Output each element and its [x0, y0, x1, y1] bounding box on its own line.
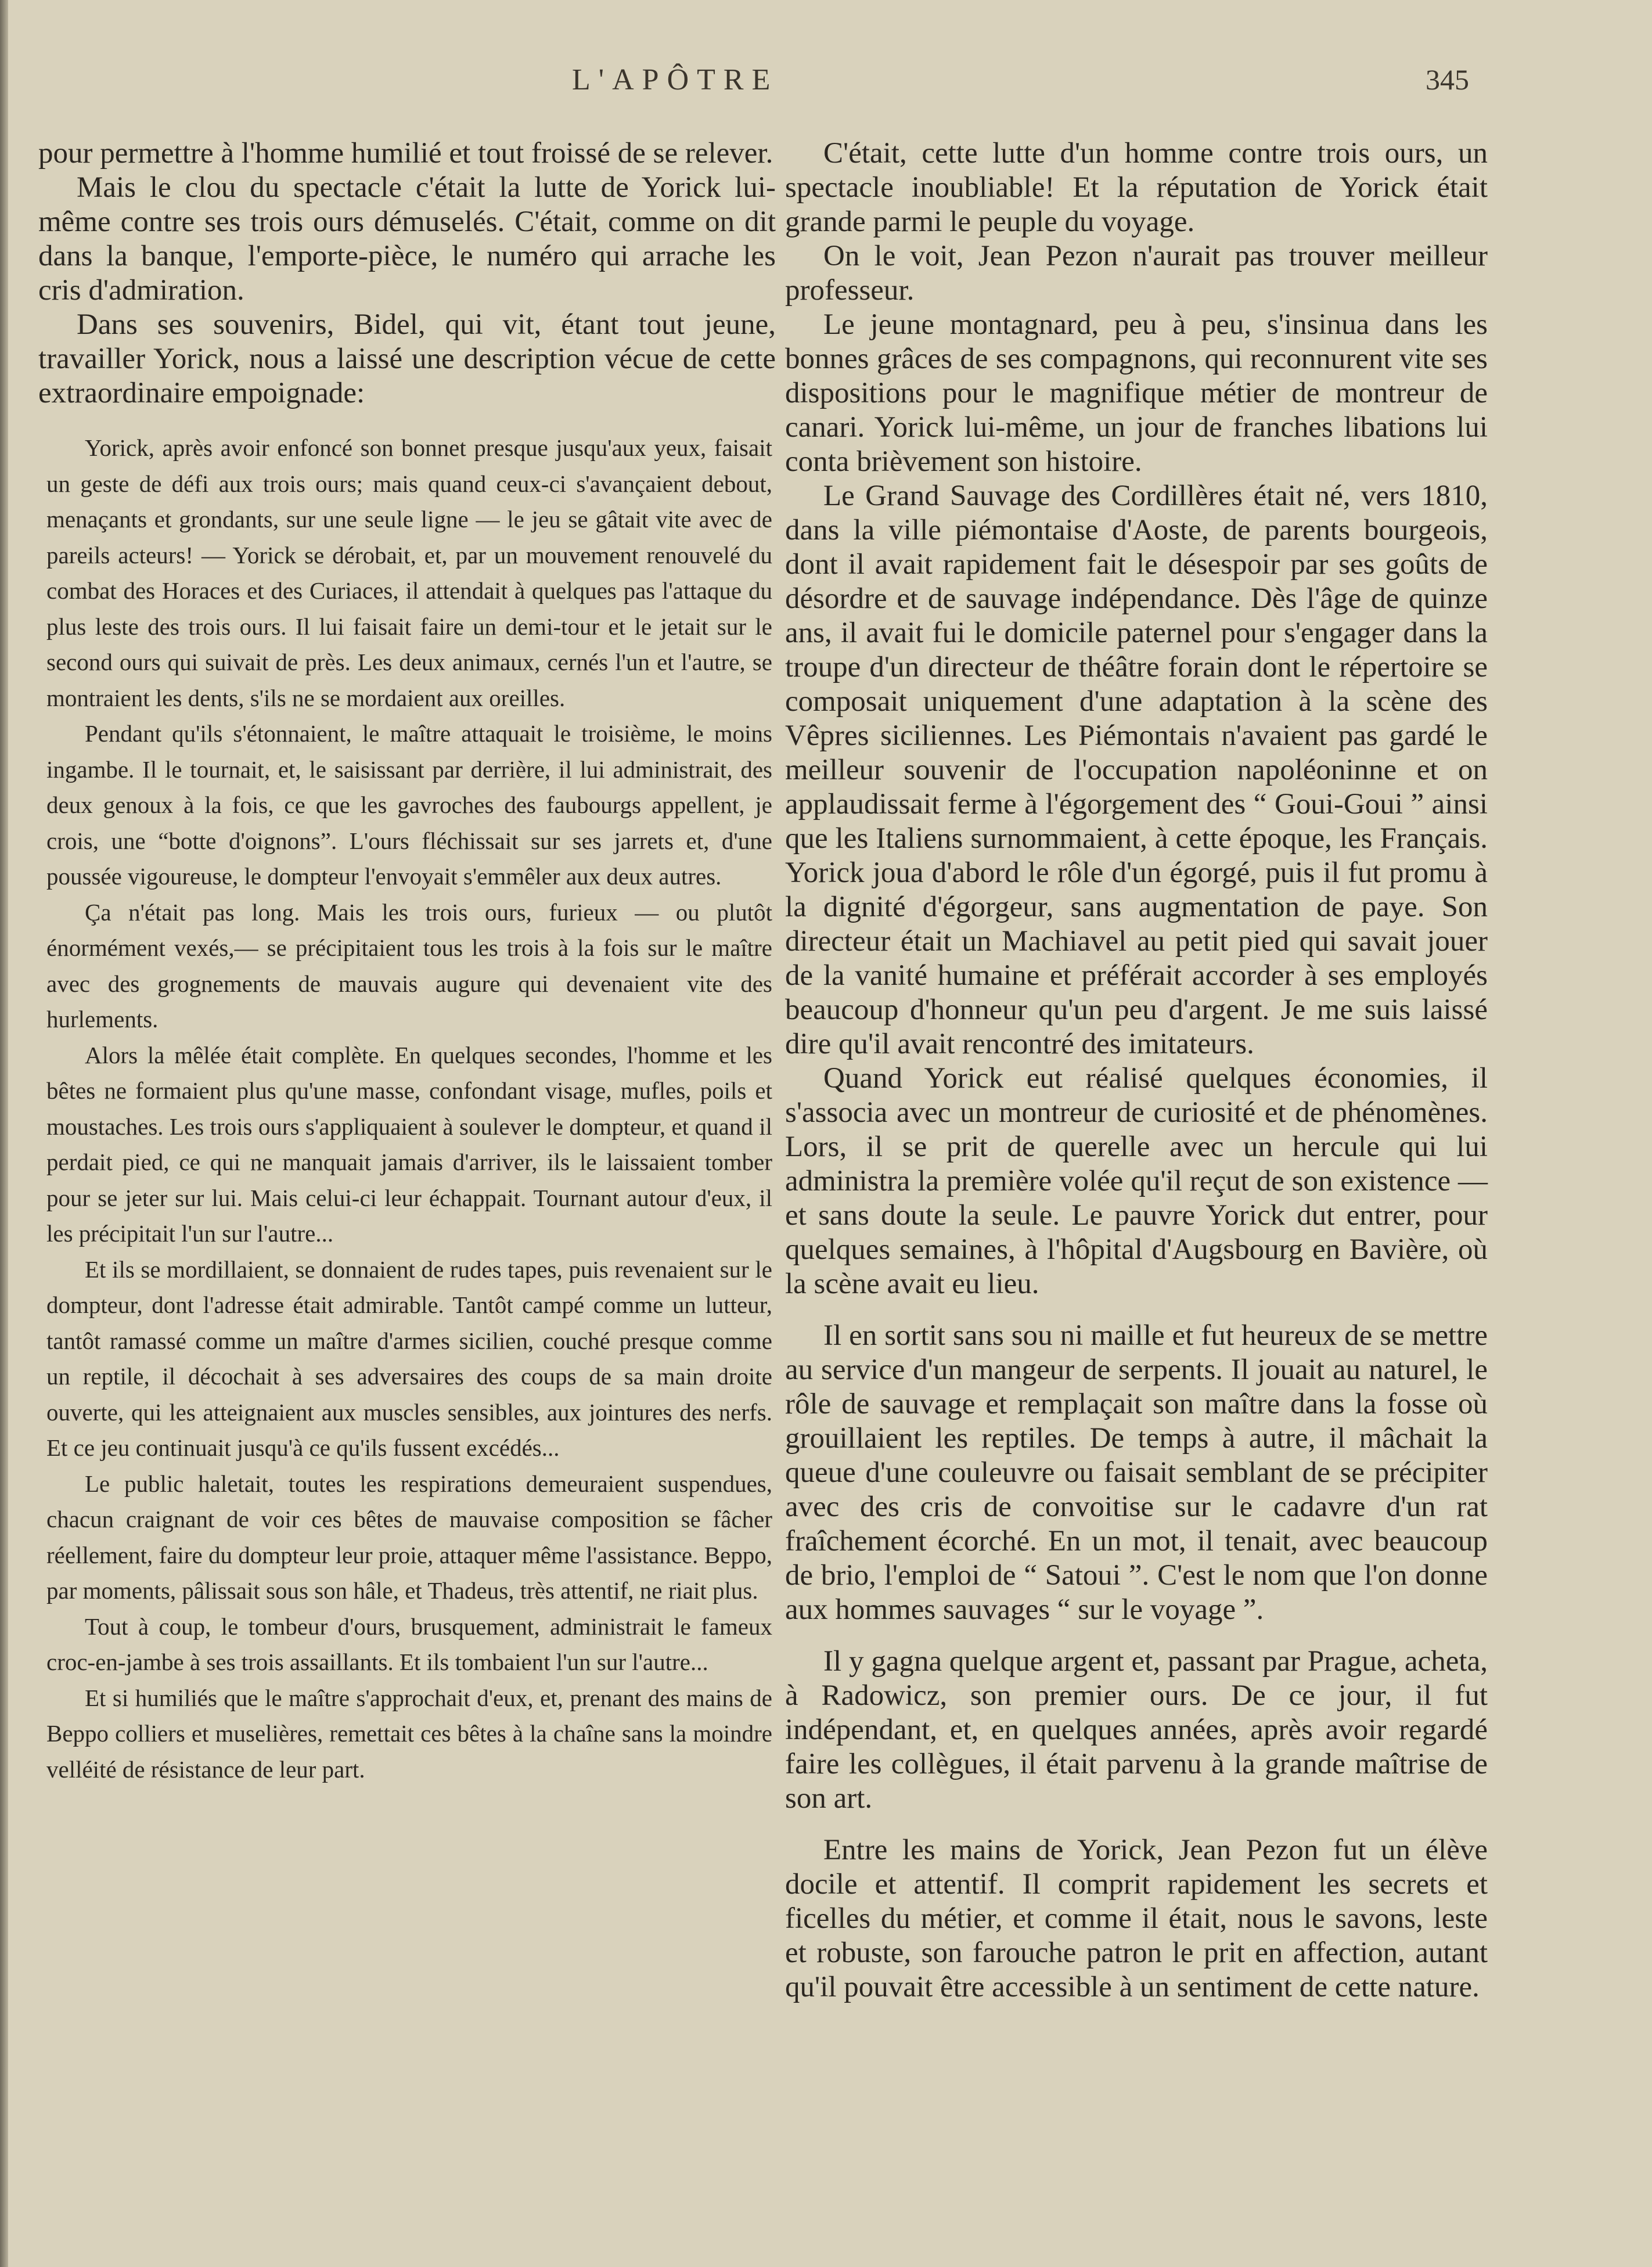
quote-paragraph: Et si humiliés que le maître s'approchait d'eux, et, prenant des mains de Beppo colliers et muselières, remettait ces bêtes à la chaîne sans la moindre velléité de résistance de leur part. — [46, 1684, 772, 1783]
paragraph: On le voit, Jean Pezon n'aurait pas trouver meilleur professeur. — [785, 240, 1488, 307]
left-column — [38, 136, 776, 1787]
paragraph: Dans ses souvenirs, Bidel, qui vit, étant tout jeune, travailler Yorick, nous a laissé une description vécue de cette extraordinaire empoignade: — [38, 308, 776, 409]
paragraph: Il y gagna quelque argent et, passant par Prague, acheta, à Radowicz, son premier ours. De ce jour, il fut indépendant, et, en quelques années, après avoir regardé faire les collègues, il était parvenu à la grande maîtrise de son art. — [785, 1645, 1488, 1815]
paragraph: Il en sortit sans sou ni maille et fut heureux de se mettre au service d'un mangeur de serpents. Il jouait au naturel, le rôle de sauvage et remplaçait son maître dans la fosse où grouillaient les reptiles. De temps à autre, il mâchait la queue d'une couleuvre ou faisait semblant de se précipiter avec des cris de convoitise sur le cadavre d'un rat fraîchement écorché. En un mot, il tenait, avec beaucoup de brio, l'emploi de “ Satoui ”. C'est le nom que l'on donne aux hommes sauvages “ sur le voyage ”. — [785, 1319, 1488, 1626]
quote-paragraph: Ça n'était pas long. Mais les trois ours, furieux — ou plutôt énormément vexés,— se précipitaient tous les trois à la fois sur le maître avec des grognements de mauvais augure qui devenaient vite des hurlements. — [46, 898, 772, 1032]
running-title: L'APÔTRE — [572, 63, 779, 96]
paragraph: pour permettre à l'homme humilié et tout froissé de se relever. — [38, 137, 773, 170]
paragraph: Le Grand Sauvage des Cordillères était né, vers 1810, dans la ville piémontaise d'Aoste, de parents bourgeois, dont il avait rapidement fait le désespoir par ses goûts de désordre et de sauvage indépendance. Dès l'âge de quinze ans, il avait fui le domicile paternel pour s'engager dans la troupe d'un directeur de théâtre forain dont le répertoire se composait uniquement d'une adaptation à la scène des Vêpres siciliennes. Les Piémontais n'avaient pas gardé le meilleur souvenir de l'occupation napoléoninne et on applaudissait ferme à l'égorgement des “ Goui-Goui ” ainsi que les Italiens surnommaient, à cette époque, les Français. Yorick joua d'abord le rôle d'un égorgé, puis il fut promu à la dignité d'égorgeur, sans augmentation de paye. Son directeur était un Machiavel au petit pied qui savait jouer de la vanité humaine et préférait accorder à ses employés beaucoup d'honneur qu'un peu d'argent. Je me suis laissé dire qu'il avait rencontré des imitateurs. — [785, 480, 1488, 1060]
quote-paragraph: Le public haletait, toutes les respirations demeuraient suspendues, chacun craignant de voir ces bêtes de mauvaise composition se fâcher réellement, faire du dompteur leur proie, attaquer même l'assistance. Beppo, par moments, pâlissait sous son hâle, et Thadeus, très attentif, ne riait plus. — [46, 1470, 772, 1604]
quote-paragraph: Yorick, après avoir enfoncé son bonnet presque jusqu'aux yeux, faisait un geste de défi aux trois ours; mais quand ceux-ci s'avançaient debout, menaçants et grondants, sur une seule ligne — le jeu se gâtait vite avec de pareils acteurs! — Yorick se dérobait, et, par un mouvement renouvelé du combat des Horaces et des Curiaces, il attendait à quelques pas l'attaque du plus leste des trois ours. Il lui faisait faire un demi-tour et le jetait sur le second ours qui suivait de près. Les deux animaux, cernés l'un et l'autre, se montraient les dents, s'ils ne se mordaient aux oreilles. — [46, 434, 772, 711]
quotation-block — [38, 430, 776, 1787]
page-number: 345 — [1426, 63, 1469, 96]
quote-paragraph: Et ils se mordillaient, se donnaient de rudes tapes, puis revenaient sur le dompteur, dont l'adresse était admirable. Tantôt campé comme un lutteur, tantôt ramassé comme un maître d'armes sicilien, couché presque comme un reptile, il décochait à ses adversaires des coups de sa main droite ouverte, qui les atteignaient aux muscles sensibles, aux jointures des nerfs. Et ce jeu continuait jusqu'à ce qu'ils fussent excédés... — [46, 1255, 772, 1461]
right-column — [785, 136, 1488, 2005]
page-header — [0, 63, 1652, 103]
quote-paragraph: Tout à coup, le tombeur d'ours, brusquement, administrait le fameux croc-en-jambe à ses trois assaillants. Et ils tombaient l'un sur l'autre... — [46, 1613, 772, 1675]
page-edge — [0, 0, 8, 2267]
paragraph: Le jeune montagnard, peu à peu, s'insinua dans les bonnes grâces de ses compagnons, qui reconnurent vite ses dispositions pour le magnifique métier de montreur de canari. Yorick lui-même, un jour de franches libations lui conta brièvement son histoire. — [785, 308, 1488, 478]
paragraph: Entre les mains de Yorick, Jean Pezon fut un élève docile et attentif. Il comprit rapidement les secrets et ficelles du métier, et comme il était, nous le savons, leste et robuste, son farouche patron le prit en affection, autant qu'il pouvait être accessible à un sentiment de cette nature. — [785, 1834, 1488, 2003]
paragraph: Mais le clou du spectacle c'était la lutte de Yorick lui-même contre ses trois ours démuselés. C'était, comme on dit dans la banque, l'emporte-pièce, le numéro qui arrache les cris d'admiration. — [38, 171, 776, 307]
paragraph: C'était, cette lutte d'un homme contre trois ours, un spectacle inoubliable! Et la réputation de Yorick était grande parmi le peuple du voyage. — [785, 137, 1488, 238]
quote-paragraph: Alors la mêlée était complète. En quelques secondes, l'homme et les bêtes ne formaient plus qu'une masse, confondant visage, mufles, poils et moustaches. Les trois ours s'appliquaient à soulever le dompteur, et quand il perdait pied, ce qui ne manquait jamais d'arriver, ils le laissaient tomber pour se jeter sur lui. Mais celui-ci leur échappait. Tournant autour d'eux, il les précipitait l'un sur l'autre... — [46, 1041, 772, 1247]
paragraph: Quand Yorick eut réalisé quelques économies, il s'associa avec un montreur de curiosité et de phénomènes. Lors, il se prit de querelle avec un hercule qui lui administra la première volée qu'il reçut de son existence — et sans doute la seule. Le pauvre Yorick dut entrer, pour quelques semaines, à l'hôpital d'Augsbourg en Bavière, où la scène avait eu lieu. — [785, 1062, 1488, 1300]
quote-paragraph: Pendant qu'ils s'étonnaient, le maître attaquait le troisième, le moins ingambe. Il le tournait, et, le saisissant par derrière, il lui administrait, des deux genoux à la fois, ce que les gavroches des faubourgs appellent, je crois, une “botte d'oignons”. L'ours fléchissait sur ses jarrets et, d'une poussée vigoureuse, le dompteur l'envoyait s'emmêler aux deux autres. — [46, 720, 772, 890]
